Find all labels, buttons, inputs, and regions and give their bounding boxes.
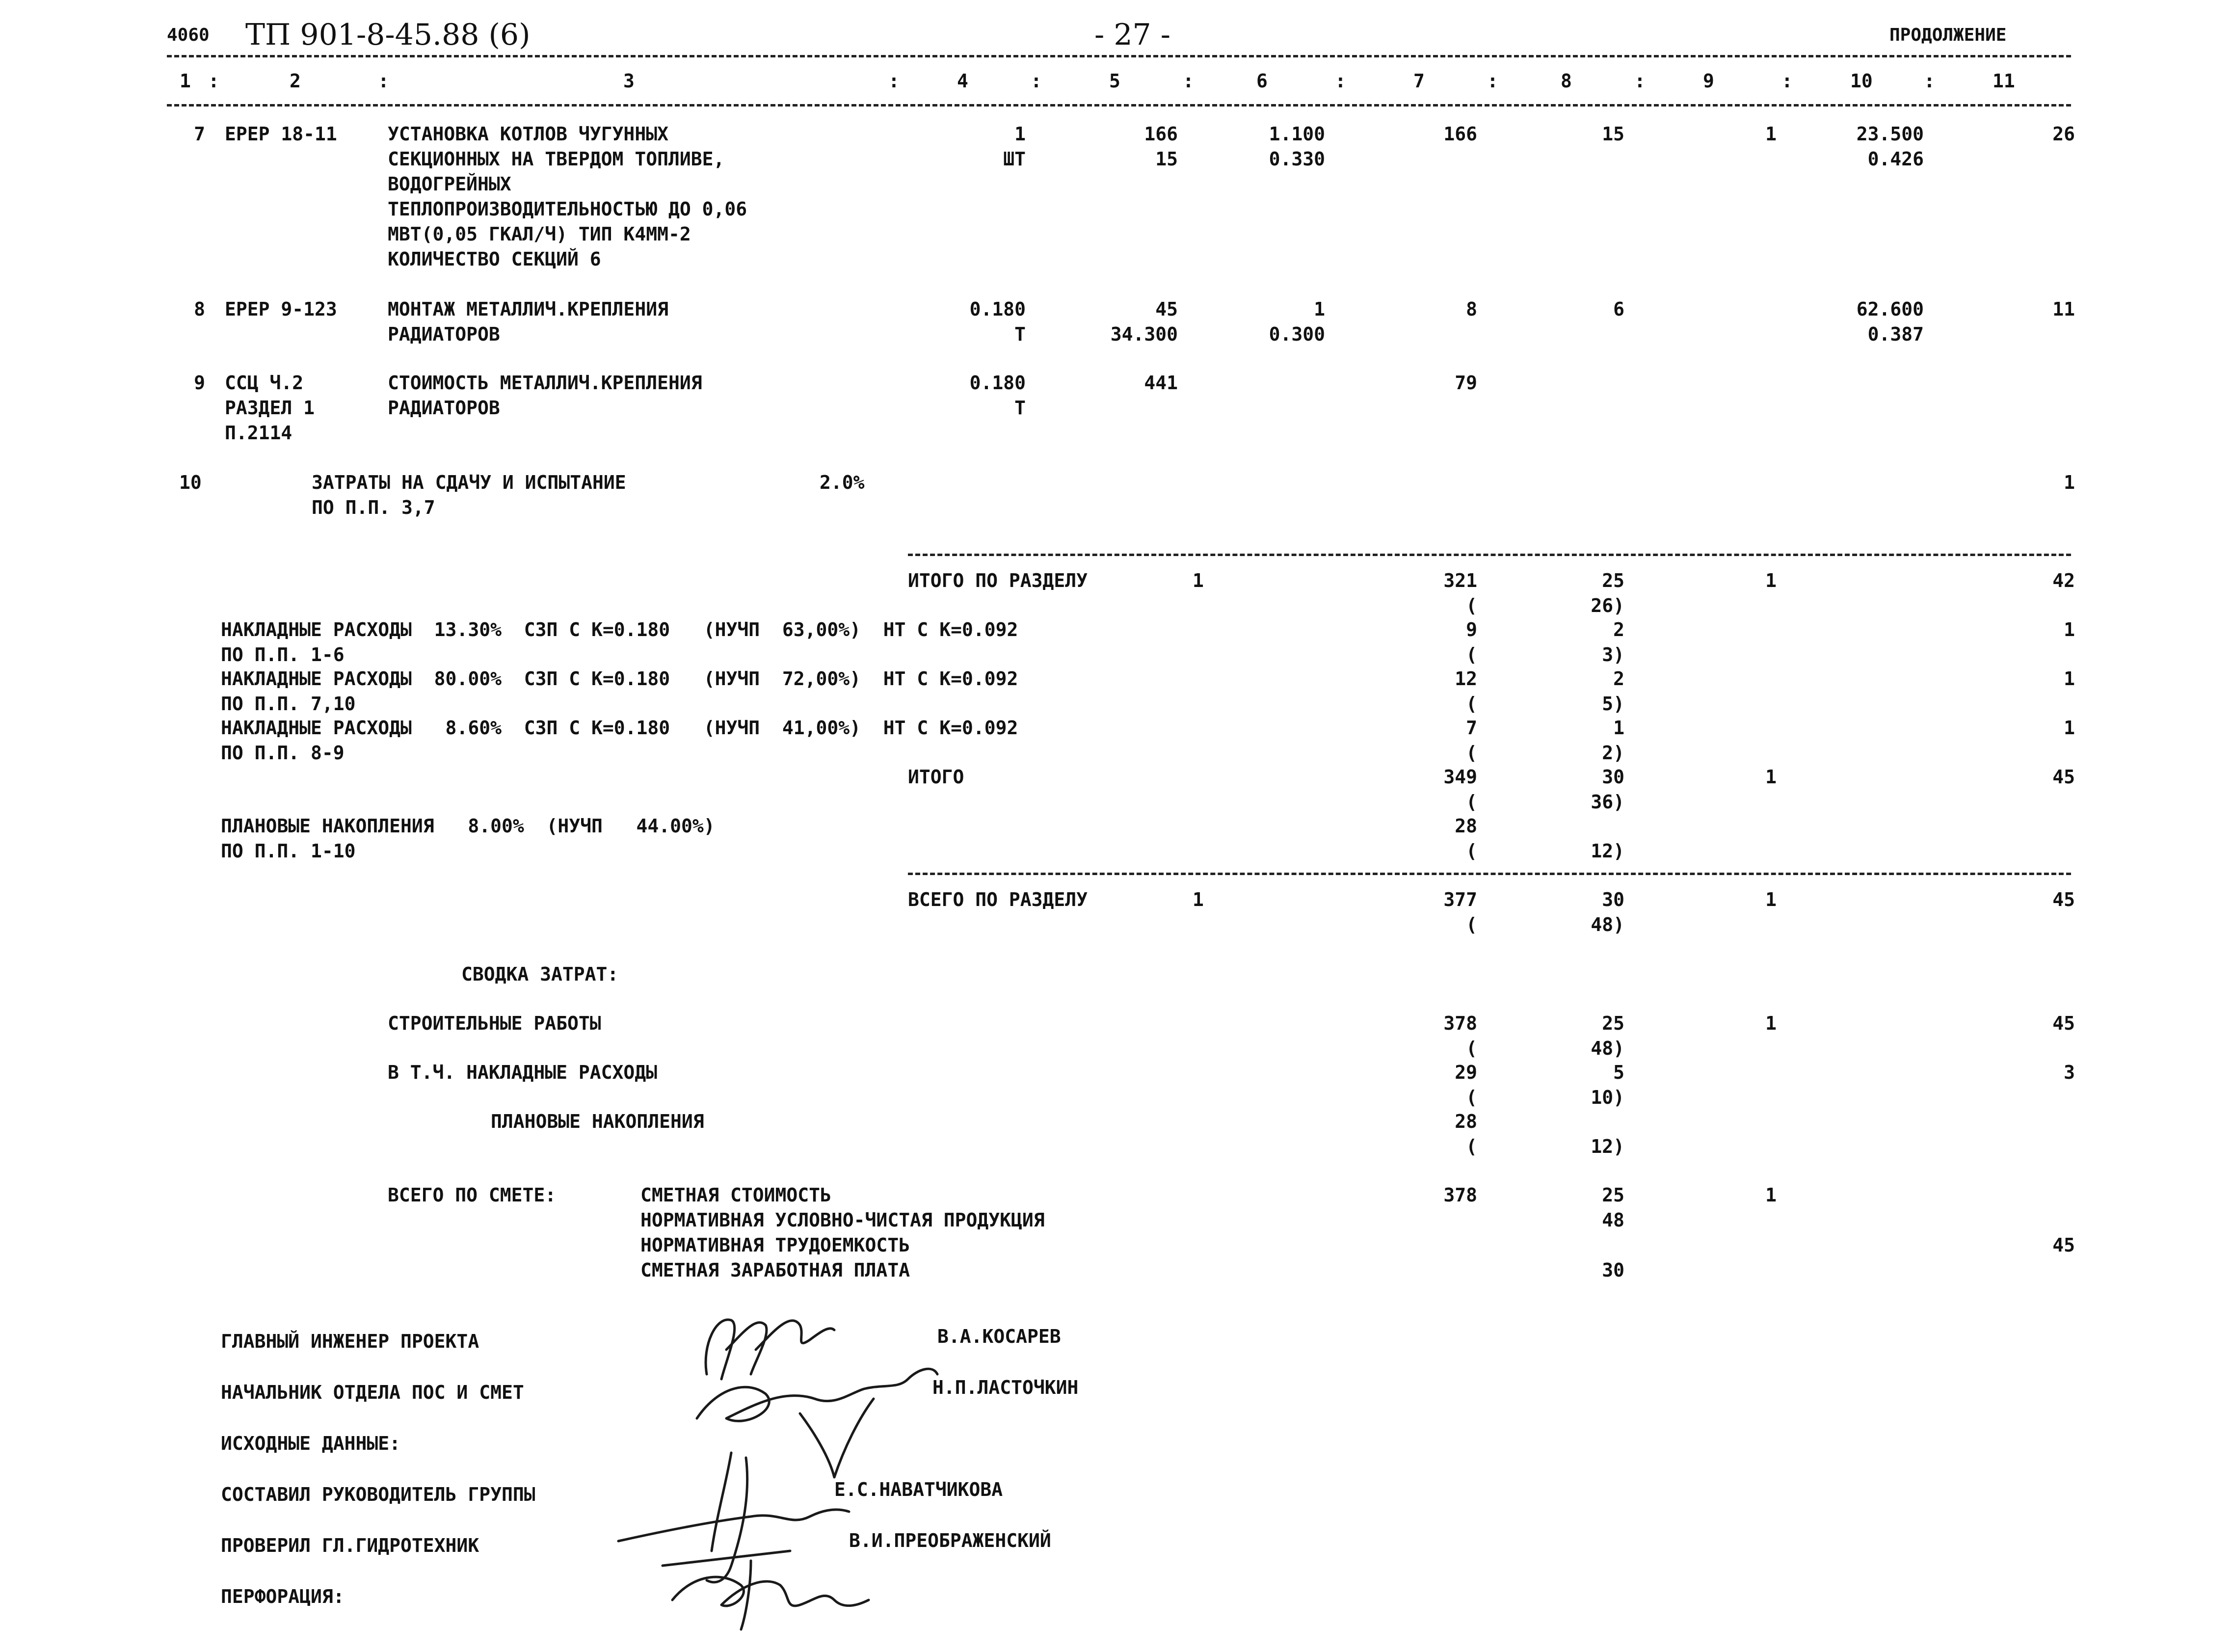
item-description: МОНТАЖ МЕТАЛЛИЧ.КРЕПЛЕНИЯ <box>388 298 668 320</box>
summary-overhead-col11: 3 <box>2064 1062 2075 1083</box>
summary-construction-col8: 48) <box>1591 1038 1624 1059</box>
estimate-total-line: СМЕТНАЯ ЗАРАБОТНАЯ ПЛАТА <box>640 1259 910 1281</box>
signature-role: ПРОВЕРИЛ ГЛ.ГИДРОТЕХНИК <box>221 1535 479 1556</box>
planned-col7: ( <box>1466 840 1477 862</box>
overhead-col8: 1 <box>1613 717 1624 739</box>
cell-unit-cost: 45 <box>1155 298 1178 320</box>
section-total-number: 1 <box>1193 570 1204 591</box>
item-description: КОЛИЧЕСТВО СЕКЦИЙ 6 <box>388 248 601 270</box>
item-description: УСТАНОВКА КОТЛОВ ЧУГУННЫХ <box>388 123 668 145</box>
overhead-col11: 1 <box>2064 717 2075 739</box>
item-percent: 2.0% <box>820 472 865 493</box>
cell-machine: 1 <box>1765 123 1777 145</box>
cell-labor-total: 1 <box>2064 472 2075 493</box>
item-description: ВОДОГРЕЙНЫХ <box>388 173 511 195</box>
cell-unit-cost: 441 <box>1144 372 1178 394</box>
column-header-separator: : <box>1781 70 1793 92</box>
column-header-1: 1 <box>180 70 191 92</box>
column-header-7: 7 <box>1413 70 1425 92</box>
grand-section-col8: 30 <box>1602 889 1624 910</box>
overhead-scope: ПО П.П. 7,10 <box>221 693 356 715</box>
grand-section-number: 1 <box>1193 889 1204 910</box>
item-code: ЕРЕР 9-123 <box>225 298 337 320</box>
section-total-rule <box>908 554 2071 556</box>
column-header-separator: : <box>1634 70 1646 92</box>
column-header-separator: : <box>1031 70 1042 92</box>
item-number: 9 <box>194 372 205 394</box>
column-header-4: 4 <box>957 70 968 92</box>
overhead-col11: 1 <box>2064 619 2075 640</box>
signature-group-leader <box>604 1438 888 1634</box>
summary-planned-col8: 12) <box>1591 1136 1624 1157</box>
item-description: ПО П.П. 3,7 <box>312 497 435 518</box>
sheet-code: 4060 <box>167 25 210 45</box>
cell-unit-cost: 34.300 <box>1110 323 1178 345</box>
subtotal-col9: 1 <box>1765 766 1777 788</box>
subtotal-col7: 349 <box>1443 766 1477 788</box>
signature-name: В.А.КОСАРЕВ <box>937 1326 1061 1347</box>
cell-labor-total: 26 <box>2052 123 2075 145</box>
item-code: ЕРЕР 18-11 <box>225 123 337 145</box>
planned-scope: ПО П.П. 1-10 <box>221 840 356 862</box>
column-header-9: 9 <box>1703 70 1714 92</box>
planned-col8: 12) <box>1591 840 1624 862</box>
cell-quantity: Т <box>1014 323 1026 345</box>
grand-section-label: ВСЕГО ПО РАЗДЕЛУ <box>908 889 1088 910</box>
grand-section-col9: 1 <box>1765 889 1777 910</box>
item-description: СТОИМОСТЬ МЕТАЛЛИЧ.КРЕПЛЕНИЯ <box>388 372 702 394</box>
cell-total: 166 <box>1443 123 1477 145</box>
header-rule-top <box>167 55 2071 57</box>
item-code: П.2114 <box>225 422 292 444</box>
column-header-separator: : <box>208 70 219 92</box>
overhead-line: НАКЛАДНЫЕ РАСХОДЫ 13.30% СЗП С К=0.180 (НУЧП 63,00%) НТ С К=0.092 <box>221 619 1018 640</box>
item-description: МВТ(0,05 ГКАЛ/Ч) ТИП К4ММ-2 <box>388 223 691 245</box>
overhead-col8: 2) <box>1602 742 1624 764</box>
summary-construction-col9: 1 <box>1765 1013 1777 1034</box>
subtotal-col8: 36) <box>1591 791 1624 813</box>
page-number: - 27 - <box>1094 18 1171 52</box>
grand-section-col8: 48) <box>1591 914 1624 935</box>
section-total-col7: 321 <box>1443 570 1477 591</box>
overhead-scope: ПО П.П. 8-9 <box>221 742 345 764</box>
signature-role: ПЕРФОРАЦИЯ: <box>221 1586 345 1607</box>
cell-quantity: 0.180 <box>969 372 1026 394</box>
overhead-col7: 9 <box>1466 619 1477 640</box>
column-header-separator: : <box>1924 70 1935 92</box>
grand-section-col7: ( <box>1466 914 1477 935</box>
column-header-10: 10 <box>1850 70 1873 92</box>
cell-wage-total: 15 <box>1602 123 1624 145</box>
section-total-col9: 1 <box>1765 570 1777 591</box>
signature-role: ГЛАВНЫЙ ИНЖЕНЕР ПРОЕКТА <box>221 1331 479 1352</box>
overhead-col7: 7 <box>1466 717 1477 739</box>
cell-wage: 0.300 <box>1269 323 1325 345</box>
summary-construction-col7: ( <box>1466 1038 1477 1059</box>
overhead-col8: 2 <box>1613 619 1624 640</box>
overhead-col8: 3) <box>1602 644 1624 666</box>
column-header-separator: : <box>888 70 900 92</box>
subtotal-label: ИТОГО <box>908 766 964 788</box>
cell-labor: 0.387 <box>1867 323 1924 345</box>
item-number: 10 <box>179 472 202 493</box>
summary-overhead-col7: ( <box>1466 1087 1477 1108</box>
item-description: ЗАТРАТЫ НА СДАЧУ И ИСПЫТАНИЕ <box>312 472 626 493</box>
planned-line: ПЛАНОВЫЕ НАКОПЛЕНИЯ 8.00% (НУЧП 44.00%) <box>221 815 715 837</box>
overhead-col8: 5) <box>1602 693 1624 715</box>
estimate-total-line: НОРМАТИВНАЯ ТРУДОЕМКОСТЬ <box>640 1234 910 1256</box>
cell-wage: 1 <box>1314 298 1325 320</box>
estimate-total-col8: 25 <box>1602 1184 1624 1206</box>
planned-col7: 28 <box>1455 815 1477 837</box>
cell-labor-total: 11 <box>2052 298 2075 320</box>
section-total-col8: 26) <box>1591 595 1624 616</box>
summary-construction-col11: 45 <box>2052 1013 2075 1034</box>
grand-section-col7: 377 <box>1443 889 1477 910</box>
column-header-6: 6 <box>1256 70 1268 92</box>
item-description: РАДИАТОРОВ <box>388 323 500 345</box>
grand-section-col11: 45 <box>2052 889 2075 910</box>
cell-wage: 0.330 <box>1269 148 1325 170</box>
summary-overhead-col7: 29 <box>1455 1062 1477 1083</box>
overhead-line: НАКЛАДНЫЕ РАСХОДЫ 80.00% СЗП С К=0.180 (НУЧП 72,00%) НТ С К=0.092 <box>221 668 1018 690</box>
estimate-total-col7: 378 <box>1443 1184 1477 1206</box>
signature-name: В.И.ПРЕОБРАЖЕНСКИЙ <box>849 1530 1051 1551</box>
summary-planned-col7: 28 <box>1455 1111 1477 1132</box>
estimate-total-line: СМЕТНАЯ СТОИМОСТЬ <box>640 1184 831 1206</box>
summary-overhead-col8: 10) <box>1591 1087 1624 1108</box>
cell-labor: 23.500 <box>1856 123 1924 145</box>
subtotal-col8: 30 <box>1602 766 1624 788</box>
column-header-2: 2 <box>290 70 301 92</box>
column-header-separator: : <box>1183 70 1194 92</box>
estimate-total-label: ВСЕГО ПО СМЕТЕ: <box>388 1184 557 1206</box>
signature-name: Е.С.НАВАТЧИКОВА <box>834 1479 1003 1500</box>
item-code: РАЗДЕЛ 1 <box>225 397 315 419</box>
estimate-total-col11: 45 <box>2052 1234 2075 1256</box>
signature-role: СОСТАВИЛ РУКОВОДИТЕЛЬ ГРУППЫ <box>221 1484 535 1505</box>
overhead-col8: 2 <box>1613 668 1624 690</box>
document-code: ТП 901-8-45.88 (6) <box>245 18 531 52</box>
column-header-separator: : <box>1487 70 1498 92</box>
item-number: 8 <box>194 298 205 320</box>
section-total-label: ИТОГО ПО РАЗДЕЛУ <box>908 570 1088 591</box>
signature-name: Н.П.ЛАСТОЧКИН <box>932 1377 1079 1398</box>
section-grand-rule <box>908 873 2071 875</box>
cell-quantity: 0.180 <box>969 298 1026 320</box>
continuation-label: ПРОДОЛЖЕНИЕ <box>1889 25 2007 45</box>
summary-planned-label: ПЛАНОВЫЕ НАКОПЛЕНИЯ <box>491 1111 704 1132</box>
column-header-8: 8 <box>1561 70 1572 92</box>
overhead-col11: 1 <box>2064 668 2075 690</box>
cell-wage: 1.100 <box>1269 123 1325 145</box>
item-number: 7 <box>194 123 205 145</box>
overhead-col7: ( <box>1466 693 1477 715</box>
item-description: РАДИАТОРОВ <box>388 397 500 419</box>
summary-construction-label: СТРОИТЕЛЬНЫЕ РАБОТЫ <box>388 1013 601 1034</box>
overhead-col7: 12 <box>1455 668 1477 690</box>
column-header-5: 5 <box>1109 70 1120 92</box>
item-description: ТЕПЛОПРОИЗВОДИТЕЛЬНОСТЬЮ ДО 0,06 <box>388 198 747 220</box>
estimate-total-wage: 30 <box>1602 1259 1624 1281</box>
section-total-col7: ( <box>1466 595 1477 616</box>
column-header-separator: : <box>378 70 389 92</box>
overhead-col7: ( <box>1466 644 1477 666</box>
cell-quantity: 1 <box>1014 123 1026 145</box>
cell-unit-cost: 15 <box>1155 148 1178 170</box>
signature-role: ИСХОДНЫЕ ДАННЫЕ: <box>221 1433 401 1454</box>
summary-overhead-label: В Т.Ч. НАКЛАДНЫЕ РАСХОДЫ <box>388 1062 658 1083</box>
overhead-scope: ПО П.П. 1-6 <box>221 644 345 666</box>
cell-labor: 0.426 <box>1867 148 1924 170</box>
summary-construction-col8: 25 <box>1602 1013 1624 1034</box>
estimate-total-col9: 1 <box>1765 1184 1777 1206</box>
column-header-separator: : <box>1335 70 1346 92</box>
header-rule-bottom <box>167 104 2071 107</box>
summary-planned-col7: ( <box>1466 1136 1477 1157</box>
subtotal-col7: ( <box>1466 791 1477 813</box>
item-code: ССЦ Ч.2 <box>225 372 304 394</box>
cell-quantity: Т <box>1014 397 1026 419</box>
column-header-11: 11 <box>1993 70 2015 92</box>
column-header-3: 3 <box>623 70 635 92</box>
cell-total: 8 <box>1466 298 1477 320</box>
cell-unit-cost: 166 <box>1144 123 1178 145</box>
cell-wage-total: 6 <box>1613 298 1624 320</box>
cell-quantity: ШТ <box>1003 148 1026 170</box>
cell-total: 79 <box>1455 372 1477 394</box>
overhead-line: НАКЛАДНЫЕ РАСХОДЫ 8.60% СЗП С К=0.180 (НУЧП 41,00%) НТ С К=0.092 <box>221 717 1018 739</box>
estimate-total-line: НОРМАТИВНАЯ УСЛОВНО-ЧИСТАЯ ПРОДУКЦИЯ <box>640 1209 1045 1231</box>
summary-overhead-col8: 5 <box>1613 1062 1624 1083</box>
subtotal-col11: 45 <box>2052 766 2075 788</box>
section-total-col8: 25 <box>1602 570 1624 591</box>
signature-role: НАЧАЛЬНИК ОТДЕЛА ПОС И СМЕТ <box>221 1382 524 1403</box>
summary-construction-col7: 378 <box>1443 1013 1477 1034</box>
estimate-total-col8: 48 <box>1602 1209 1624 1231</box>
section-total-col11: 42 <box>2052 570 2075 591</box>
summary-title: СВОДКА ЗАТРАТ: <box>461 963 619 985</box>
overhead-col7: ( <box>1466 742 1477 764</box>
item-description: СЕКЦИОННЫХ НА ТВЕРДОМ ТОПЛИВЕ, <box>388 148 725 170</box>
cell-labor: 62.600 <box>1856 298 1924 320</box>
